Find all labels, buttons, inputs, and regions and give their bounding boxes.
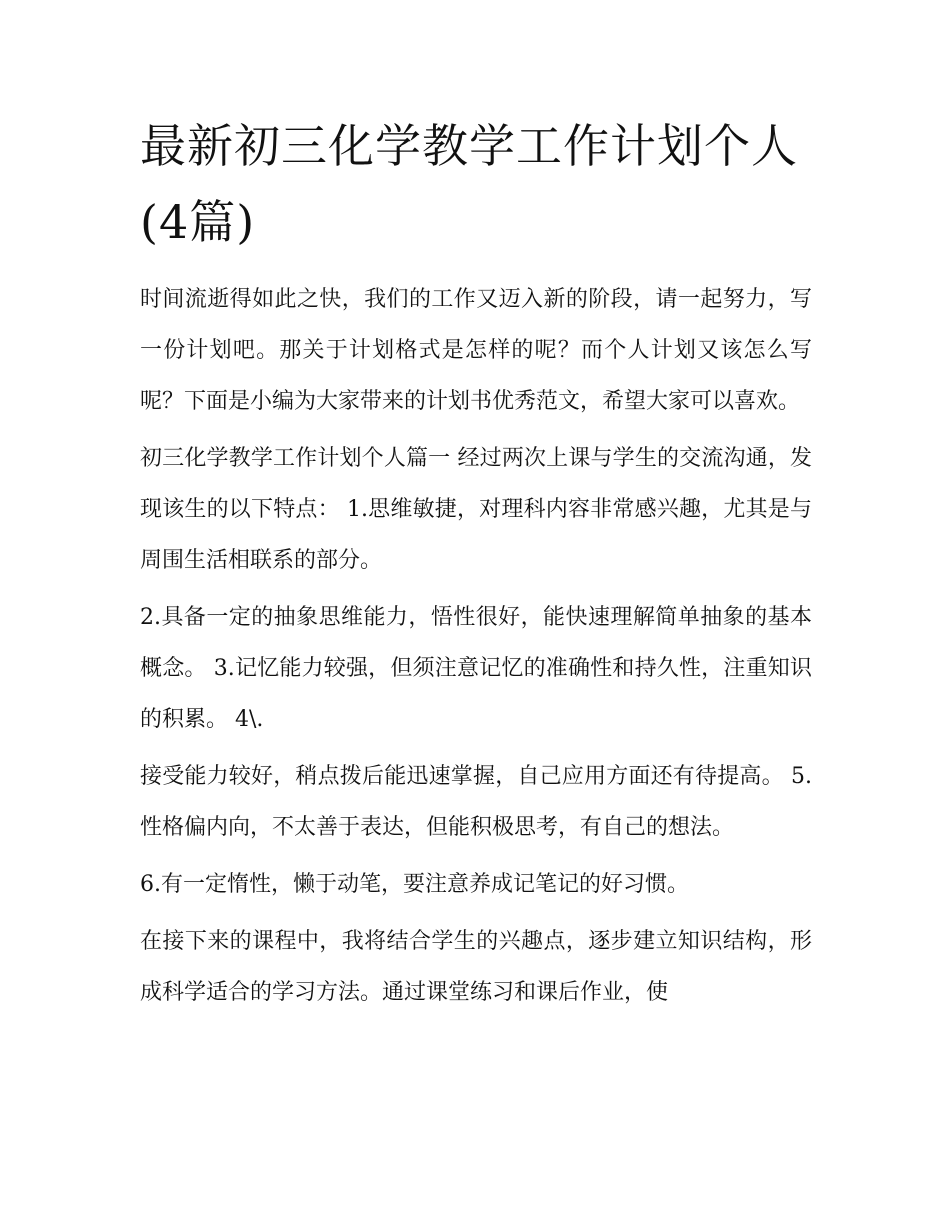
- paragraph-section-one: 初三化学教学工作计划个人篇一 经过两次上课与学生的交流沟通，发现该生的以下特点： 1.思维敏捷，对理科内容非常感兴趣，尤其是与周围生活相联系的部分。: [140, 446, 812, 573]
- paragraph-intro: 时间流逝得如此之快，我们的工作又迈入新的阶段，请一起努力，写一份计划吧。那关于计划格式是怎样的呢？而个人计划又该怎么写呢？下面是小编为大家带来的计划书优秀范文，希望大家可以喜欢。: [140, 287, 812, 414]
- paragraph-point-two: 2.具备一定的抽象思维能力，悟性很好，能快速理解简单抽象的基本概念。 3.记忆能力较强，但须注意记忆的准确性和持久性，注重知识的积累。 4\.: [140, 605, 812, 732]
- paragraph-point-six: 6.有一定惰性，懒于动笔，要注意养成记笔记的好习惯。: [140, 872, 689, 897]
- paragraph-plan: 在接下来的课程中，我将结合学生的兴趣点，逐步建立知识结构，形成科学适合的学习方法。通过课堂练习和课后作业，使: [140, 929, 812, 1005]
- document-title: 最新初三化学教学工作计划个人(4篇): [140, 119, 798, 249]
- paragraph-point-four: 接受能力较好，稍点拨后能迅速掌握，自己应用方面还有待提高。 5.性格偏内向，不太善于表达，但能积极思考，有自己的想法。: [140, 764, 812, 840]
- document-body: [140, 108, 812, 1024]
